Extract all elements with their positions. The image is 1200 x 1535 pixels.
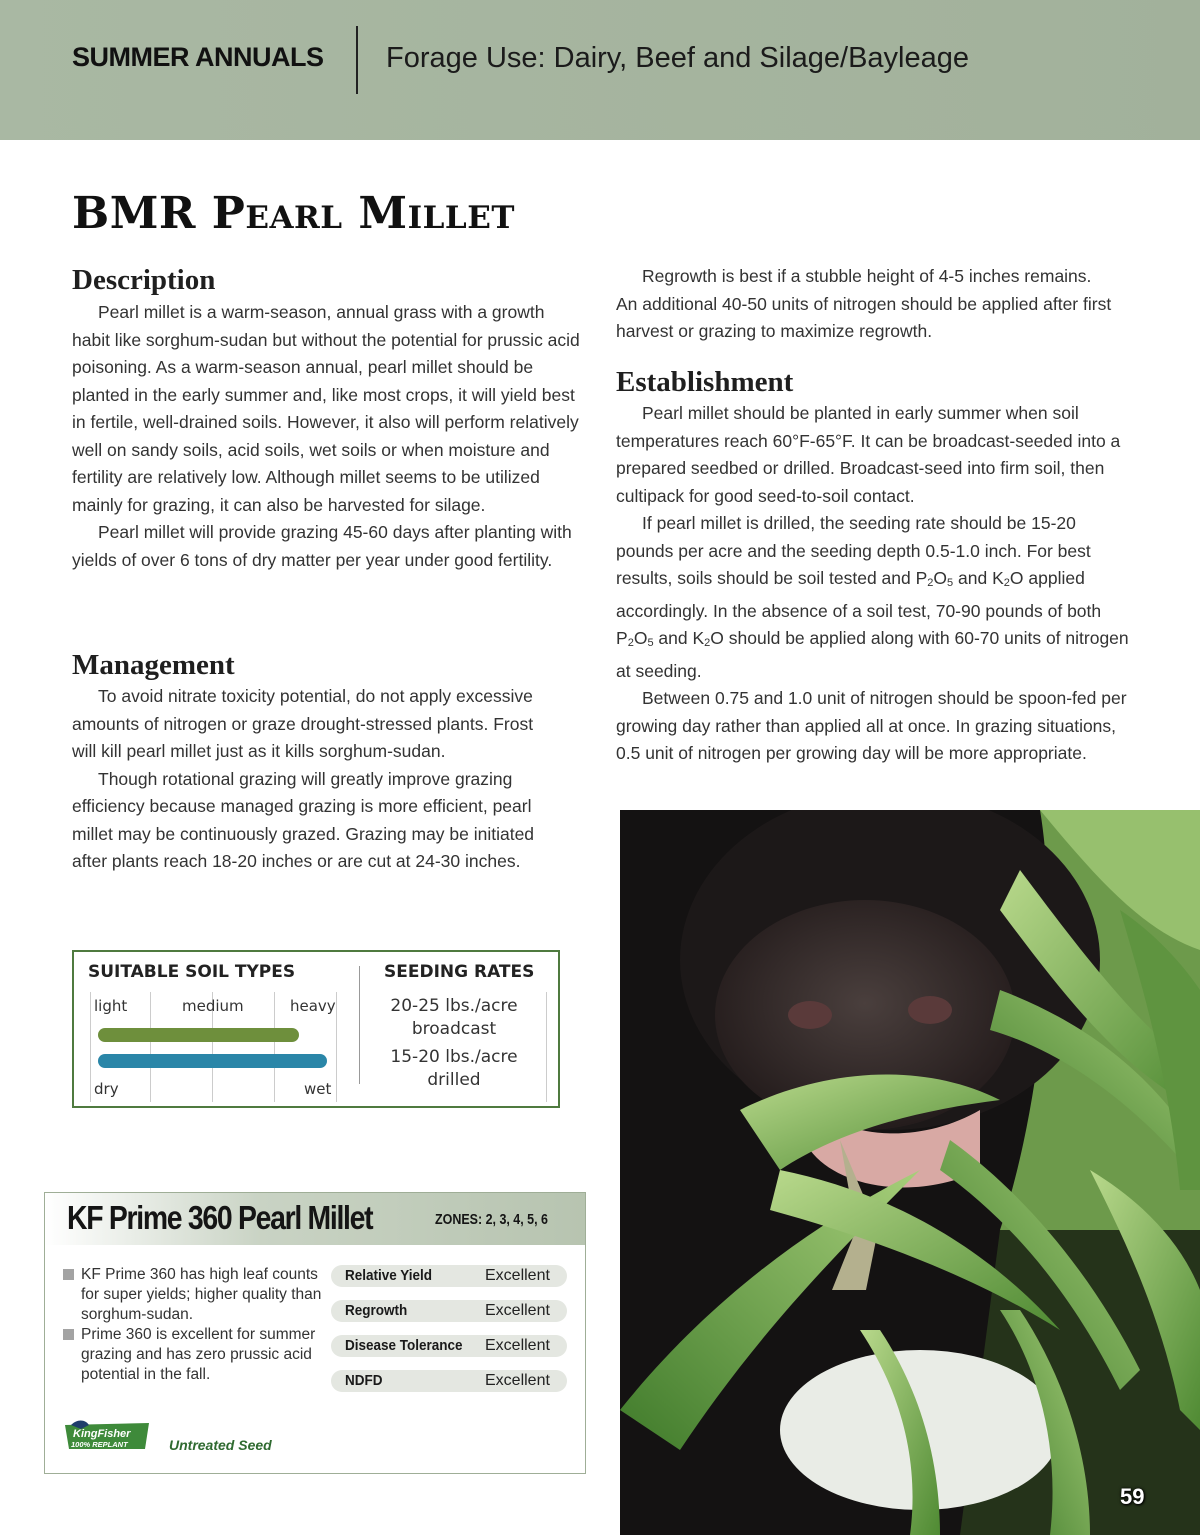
rating-row [331, 1370, 567, 1392]
moisture-label-dry: dry [94, 1080, 119, 1098]
forage-use-label: Forage Use: Dairy, Beef and Silage/Bayleage [386, 42, 970, 74]
management-heading: Management [72, 649, 235, 681]
establishment-paragraph: Pearl millet should be planted in early summer when soil temperatures reach 60°F-65°F. It can be broadcast-seeded into a prepared seedbed or drilled. Broadcast-seed into firm soil, then cultipack for good seed-to-soil contact. [616, 403, 1121, 506]
establishment-paragraph: Between 0.75 and 1.0 unit of nitrogen should be spoon-fed per growing day rather than applied all at once. In grazing situations, 0.5 unit of nitrogen per growing day will be more appropriate. [616, 688, 1127, 763]
rating-row [331, 1300, 567, 1322]
management-text [72, 683, 562, 876]
rating-row [331, 1265, 567, 1287]
bullet-square-icon [63, 1329, 74, 1340]
establishment-text [616, 400, 1136, 768]
description-text [72, 299, 582, 574]
product-box [44, 1192, 586, 1474]
moisture-label-wet: wet [304, 1080, 332, 1098]
management-paragraph: To avoid nitrate toxicity potential, do not apply excessive amounts of nitrogen or graze drought-stressed plants. Frost will kill pearl millet just as it kills sorghum-sudan. [72, 686, 534, 761]
rating-value: Excellent [485, 1372, 550, 1389]
grid-line [546, 992, 547, 1102]
regrowth-paragraph: Regrowth is best if a stubble height of 4-5 inches remains. An additional 40-50 units of nitrogen should be applied after first harvest or grazing to maximize regrowth. [616, 266, 1112, 341]
svg-text:KingFisher: KingFisher [73, 1428, 131, 1440]
rating-label: Disease Tolerance [345, 1337, 463, 1354]
rating-row [331, 1335, 567, 1357]
bullet-item: KF Prime 360 has high leaf counts for super yields; higher quality than sorghum-sudan. [63, 1265, 323, 1325]
drilled-label: drilled [427, 1070, 481, 1090]
kingfisher-logo [63, 1419, 151, 1451]
texture-label-light: light [94, 997, 128, 1015]
grid-line [274, 992, 275, 1102]
page-title: BMR Pearl Millet [72, 188, 515, 239]
broadcast-label: broadcast [411, 1019, 497, 1039]
grid-line [150, 992, 151, 1102]
header-divider [356, 26, 358, 94]
soil-types-title: SUITABLE SOIL TYPES [88, 962, 296, 982]
grid-line [90, 992, 91, 1102]
rating-value: Excellent [485, 1267, 550, 1284]
product-bullets [63, 1265, 323, 1385]
regrowth-text [616, 263, 1116, 346]
description-paragraph: Pearl millet will provide grazing 45-60 days after planting with yields of over 6 tons of dry matter per year under good fertility. [72, 522, 572, 570]
establishment-heading: Establishment [616, 366, 794, 398]
management-paragraph: Though rotational grazing will greatly improve grazing efficiency because managed grazing is more efficient, pearl millet may be continuously grazed. Grazing may be initiated after plants reach 18-20 inches or are cut at 24-30 inches. [72, 768, 535, 871]
product-zones: ZONES: 2, 3, 4, 5, 6 [435, 1212, 548, 1228]
texture-label-heavy: heavy [290, 997, 336, 1015]
drilled-rate: 15-20 lbs./acre [390, 1047, 518, 1067]
page-number: 59 [1120, 1484, 1145, 1509]
page-header [0, 0, 1200, 140]
description-heading: Description [72, 264, 216, 296]
section-title: SUMMER ANNUALS [72, 42, 324, 72]
soil-texture-bar [98, 1028, 299, 1042]
rating-label: Relative Yield [345, 1267, 433, 1284]
soil-moisture-bar [98, 1054, 327, 1068]
establishment-paragraph: If pearl millet is drilled, the seeding rate should be 15-20 pounds per acre and the seeding depth 0.5-1.0 inch. For best results, soils should be soil tested and $P_2O_5$ and $K_2O$ applied accordingly. In the absence of a soil test, 70-90 pounds of both $P_2O_5$ and $K_2O$ should be applied along with 60-70 units of nitrogen at seeding. [616, 513, 1129, 681]
seeding-rates-title: SEEDING RATES [384, 962, 535, 982]
box-divider [359, 966, 360, 1084]
svg-text:100% REPLANT: 100% REPLANT [71, 1440, 128, 1449]
soil-seeding-box [72, 950, 560, 1108]
rating-value: Excellent [485, 1337, 550, 1354]
product-header [45, 1193, 585, 1245]
grid-line [336, 992, 337, 1102]
bullet-square-icon [63, 1269, 74, 1280]
broadcast-rate: 20-25 lbs./acre [390, 996, 518, 1016]
cow-grazing-photo [620, 810, 1200, 1535]
texture-label-medium: medium [182, 997, 244, 1015]
description-paragraph: Pearl millet is a warm-season, annual grass with a growth habit like sorghum-sudan but without the potential for prussic acid poisoning. As a warm-season annual, pearl millet should be planted in the early summer and, like most crops, it will yield best in fertile, well-drained soils. However, it also will perform relatively well on sandy soils, acid soils, wet soils or when moisture and fertility are relatively low. Although millet seems to be utilized mainly for grazing, it can also be harvested for silage. [72, 302, 580, 515]
rating-value: Excellent [485, 1302, 550, 1319]
rating-label: Regrowth [345, 1302, 408, 1319]
bullet-item: Prime 360 is excellent for summer grazing and has zero prussic acid potential in the fall. [63, 1325, 323, 1385]
rating-label: NDFD [345, 1372, 383, 1389]
product-name: KF Prime 360 Pearl Millet [67, 1199, 373, 1236]
untreated-seed-label: Untreated Seed [169, 1437, 272, 1453]
